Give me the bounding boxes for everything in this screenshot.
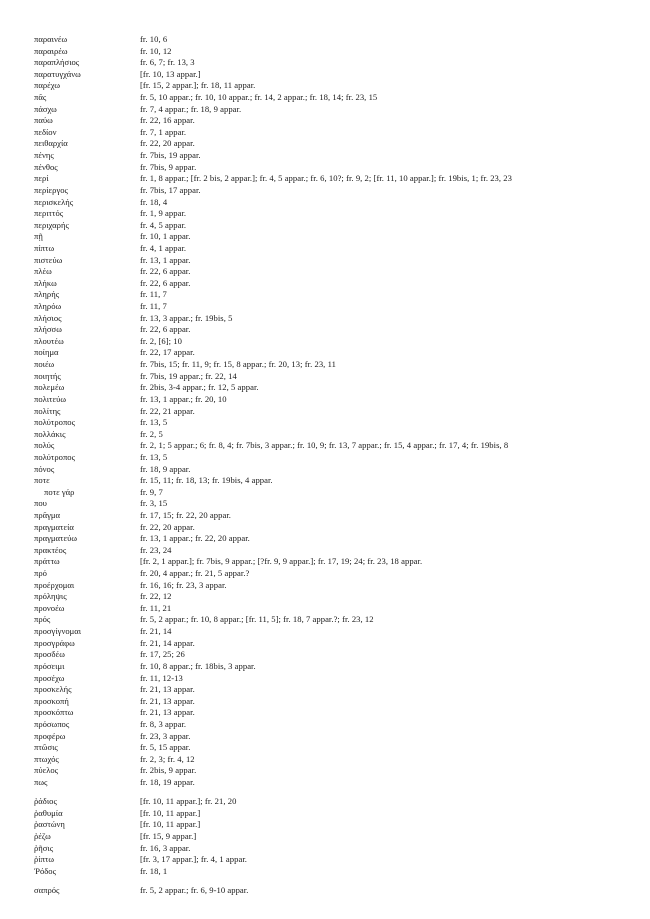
references: fr. 16, 3 appar. — [140, 842, 191, 853]
headword: παραπλήσιος — [34, 57, 80, 68]
references: fr. 22, 12 — [140, 591, 172, 602]
references: fr. 10, 8 appar.; fr. 18bis, 3 appar. — [140, 660, 256, 671]
index-entry — [34, 591, 634, 603]
references: fr. 15, 11; fr. 18, 13; fr. 19bis, 4 appar. — [140, 475, 273, 486]
references: fr. 18, 4 — [140, 196, 168, 207]
index-entry — [34, 336, 634, 348]
index-entry — [34, 819, 634, 831]
index-entry — [34, 231, 634, 243]
index-entry — [34, 92, 634, 104]
headword: πρόσωπος — [34, 718, 70, 729]
headword: παύω — [34, 115, 53, 126]
index-entry — [34, 127, 634, 139]
references: fr. 21, 13 appar. — [140, 695, 195, 706]
index-entry — [34, 324, 634, 336]
index-entry — [34, 220, 634, 232]
headword: πλήσιος — [34, 312, 62, 323]
index-entry — [34, 464, 634, 476]
index-entry — [34, 452, 634, 464]
references: fr. 2bis, 3-4 appar.; fr. 12, 5 appar. — [140, 382, 259, 393]
index-entry — [34, 731, 634, 743]
headword: πρόληψις — [34, 591, 67, 602]
references: fr. 17, 25; 26 — [140, 649, 185, 660]
headword: παρατυγχάνω — [34, 68, 81, 79]
index-entry — [34, 475, 634, 487]
references: fr. 7, 4 appar.; fr. 18, 9 appar. — [140, 103, 242, 114]
references: fr. 4, 1 appar. — [140, 242, 187, 253]
headword: πένθος — [34, 161, 58, 172]
references: fr. 5, 2 appar.; fr. 6, 9-10 appar. — [140, 885, 249, 896]
references: fr. 7bis, 19 appar.; fr. 22, 14 — [140, 370, 237, 381]
references: fr. 10, 6 — [140, 34, 168, 44]
index-entry — [34, 696, 634, 708]
references: fr. 2, 5 — [140, 428, 163, 439]
references: [fr. 15, 9 appar.] — [140, 831, 197, 842]
references: fr. 23, 3 appar. — [140, 730, 191, 741]
index-entry — [34, 243, 634, 255]
headword: πληρής — [34, 289, 60, 300]
references: [fr. 10, 11 appar.]; fr. 21, 20 — [140, 796, 237, 807]
references: fr. 22, 16 appar. — [140, 115, 195, 126]
references: fr. 18, 19 appar. — [140, 777, 195, 787]
references: fr. 16, 16; fr. 23, 3 appar. — [140, 579, 227, 590]
index-entry — [34, 138, 634, 150]
headword: πολύτροπος — [34, 451, 75, 462]
references: fr. 5, 2 appar.; fr. 10, 8 appar.; [fr. 11, 5]; fr. 18, 7 appar.?; fr. 23, 12 — [140, 614, 374, 625]
index-entry — [34, 626, 634, 638]
headword: πολύτροπος — [34, 417, 75, 428]
index-entry — [34, 278, 634, 290]
references: fr. 21, 13 appar. — [140, 684, 195, 695]
references: fr. 2, 3; fr. 4, 12 — [140, 753, 195, 764]
references: fr. 7bis, 17 appar. — [140, 184, 201, 195]
references: fr. 13, 1 appar.; fr. 22, 20 appar. — [140, 533, 250, 544]
headword: πάσχω — [34, 103, 57, 114]
headword: πολίτης — [34, 405, 61, 416]
index-entry — [34, 777, 634, 789]
headword: ῥέζω — [34, 831, 51, 842]
index-entry — [34, 162, 634, 174]
headword: ποτε — [34, 475, 50, 486]
headword: πλουτέω — [34, 335, 64, 346]
index-entry — [34, 638, 634, 650]
index-entry — [34, 313, 634, 325]
index-entry — [34, 510, 634, 522]
references: fr. 13, 3 appar.; fr. 19bis, 5 — [140, 312, 233, 323]
headword: που — [34, 498, 47, 509]
index-entry — [34, 765, 634, 777]
references: fr. 18, 1 — [140, 865, 168, 876]
headword: ποιητής — [34, 370, 61, 381]
index-entry — [34, 614, 634, 626]
headword: ῥῆσις — [34, 842, 54, 853]
headword: πρᾶγμα — [34, 509, 61, 520]
index-entry — [34, 150, 634, 162]
headword: προσγράφω — [34, 637, 75, 648]
index-entry — [34, 843, 634, 855]
references: fr. 2, [6]; 10 — [140, 335, 182, 346]
index-entry — [34, 684, 634, 696]
references: fr. 22, 20 appar. — [140, 521, 195, 532]
index-entry — [34, 568, 634, 580]
index-entry — [34, 394, 634, 406]
index-entry — [34, 173, 634, 185]
index-entry — [34, 185, 634, 197]
headword: ῥαστώνη — [34, 819, 65, 830]
index-entry — [34, 80, 634, 92]
index-entry — [34, 301, 634, 313]
headword: πολεμέω — [34, 382, 65, 393]
headword: παραινέω — [34, 34, 68, 44]
index-entry — [34, 382, 634, 394]
index-entry — [34, 556, 634, 568]
index-entry — [34, 580, 634, 592]
headword: προσέχω — [34, 672, 65, 683]
references: fr. 22, 21 appar. — [140, 405, 195, 416]
headword: προνοέω — [34, 602, 65, 613]
index-entry — [34, 440, 634, 452]
headword: πολιτεύω — [34, 393, 66, 404]
references: fr. 4, 5 appar. — [140, 219, 187, 230]
index-entry — [34, 115, 634, 127]
index-entry — [34, 789, 634, 808]
references: fr. 10, 1 appar. — [140, 231, 191, 242]
headword: ῥάδιος — [34, 796, 57, 807]
references: fr. 22, 6 appar. — [140, 266, 191, 277]
headword: πραγματεία — [34, 521, 74, 532]
references: fr. 18, 9 appar. — [140, 463, 191, 474]
index-entry — [34, 533, 634, 545]
references: fr. 21, 13 appar. — [140, 707, 195, 718]
index-entry — [34, 603, 634, 615]
headword: πόνος — [34, 463, 55, 474]
references: fr. 2bis, 9 appar. — [140, 765, 197, 776]
headword: πρό — [34, 568, 47, 579]
references: fr. 13, 1 appar. — [140, 254, 191, 265]
references: fr. 11, 7 — [140, 301, 167, 312]
headword: πραγματεύω — [34, 533, 78, 544]
index-entry — [34, 661, 634, 673]
headword: πᾶς — [34, 92, 47, 103]
index-entry — [34, 208, 634, 220]
index-entry — [34, 866, 634, 878]
headword: πολύς — [34, 440, 55, 451]
references: [fr. 10, 13 appar.] — [140, 68, 201, 79]
headword: πένης — [34, 150, 54, 161]
headword: πρακτέος — [34, 544, 67, 555]
headword: προσγίγνομαι — [34, 626, 82, 637]
headword: πτῶσις — [34, 742, 58, 753]
index-entry — [34, 673, 634, 685]
references: fr. 13, 1 appar.; fr. 20, 10 — [140, 393, 227, 404]
headword: πρός — [34, 614, 51, 625]
references: fr. 20, 4 appar.; fr. 21, 5 appar.? — [140, 568, 250, 579]
references: fr. 1, 9 appar. — [140, 208, 187, 219]
headword: πλήκω — [34, 277, 57, 288]
references: fr. 6, 7; fr. 13, 3 — [140, 57, 195, 68]
headword: παρέχω — [34, 80, 61, 91]
index-entry — [34, 831, 634, 843]
headword: πρόσειμι — [34, 660, 65, 671]
index-entry — [34, 347, 634, 359]
headword: ποίημα — [34, 347, 59, 358]
headword: πολλάκις — [34, 428, 66, 439]
index-entry — [34, 487, 634, 499]
headword: πλέω — [34, 266, 52, 277]
headword: περί — [34, 173, 49, 184]
index-entry — [34, 417, 634, 429]
references: fr. 21, 14 — [140, 626, 172, 637]
headword: σαπρός — [34, 885, 60, 896]
index-entry — [34, 255, 634, 267]
headword: ῥαθυμία — [34, 807, 63, 818]
index-entry — [34, 877, 634, 896]
headword: περισκελής — [34, 196, 74, 207]
references: fr. 21, 14 appar. — [140, 637, 195, 648]
index-entry — [34, 371, 634, 383]
references: fr. 7bis, 19 appar. — [140, 150, 201, 161]
headword: πτωχός — [34, 753, 59, 764]
headword: πύελος — [34, 765, 59, 776]
headword: ποιέω — [34, 359, 55, 370]
references: [fr. 10, 11 appar.] — [140, 807, 201, 818]
headword: πίπτω — [34, 242, 55, 253]
references: [fr. 15, 2 appar.]; fr. 18, 11 appar. — [140, 80, 256, 91]
references: fr. 5, 10 appar.; fr. 10, 10 appar.; fr. 14, 2 appar.; fr. 18, 14; fr. 23, 15 — [140, 92, 378, 103]
references: fr. 11, 12-13 — [140, 672, 183, 683]
index-entry — [34, 406, 634, 418]
references: fr. 10, 12 — [140, 45, 172, 56]
headword: πως — [34, 777, 48, 787]
index-entry — [34, 429, 634, 441]
headword: ῥίπτω — [34, 854, 55, 865]
headword: παραιρέω — [34, 45, 68, 56]
index-entry — [34, 197, 634, 209]
headword: πειθαρχία — [34, 138, 68, 149]
index-entry — [34, 266, 634, 278]
references: fr. 7bis, 9 appar. — [140, 161, 197, 172]
references: fr. 22, 6 appar. — [140, 277, 191, 288]
references: fr. 13, 5 — [140, 451, 168, 462]
index-entry — [34, 808, 634, 820]
headword: προφέρω — [34, 730, 66, 741]
index-entry — [34, 754, 634, 766]
index-list — [34, 34, 634, 897]
headword: ποτε γάρ — [44, 486, 75, 497]
references: [fr. 3, 17 appar.]; fr. 4, 1 appar. — [140, 854, 247, 865]
index-entry — [34, 649, 634, 661]
references: fr. 11, 7 — [140, 289, 167, 300]
references: fr. 9, 7 — [140, 486, 163, 497]
headword: πεδίον — [34, 126, 57, 137]
references: fr. 17, 15; fr. 22, 20 appar. — [140, 509, 231, 520]
references: fr. 23, 24 — [140, 544, 172, 555]
index-entry — [34, 104, 634, 116]
index-entry — [34, 545, 634, 557]
index-entry — [34, 498, 634, 510]
references: fr. 22, 17 appar. — [140, 347, 195, 358]
headword: προσκελής — [34, 684, 72, 695]
references: fr. 5, 15 appar. — [140, 742, 191, 753]
headword: Ῥόδος — [34, 865, 57, 876]
headword: πῇ — [34, 231, 43, 242]
headword: προσδέω — [34, 649, 65, 660]
references: fr. 22, 20 appar. — [140, 138, 195, 149]
headword: προσκόπτω — [34, 707, 74, 718]
headword: πληρόω — [34, 301, 62, 312]
index-entry — [34, 46, 634, 58]
index-entry — [34, 707, 634, 719]
index-entry — [34, 522, 634, 534]
references: fr. 7bis, 15; fr. 11, 9; fr. 15, 8 appar.; fr. 20, 13; fr. 23, 11 — [140, 359, 336, 370]
references: [fr. 10, 11 appar.] — [140, 819, 201, 830]
headword: περιττός — [34, 208, 64, 219]
references: fr. 13, 5 — [140, 417, 168, 428]
index-entry — [34, 854, 634, 866]
headword: πράττω — [34, 556, 60, 567]
headword: περιχαρής — [34, 219, 69, 230]
headword: περίεργος — [34, 184, 68, 195]
index-entry — [34, 289, 634, 301]
references: fr. 8, 3 appar. — [140, 718, 187, 729]
references: [fr. 2, 1 appar.]; fr. 7bis, 9 appar.; [?fr. 9, 9 appar.]; fr. 17, 19; 24; fr. 23, 18 appar. — [140, 556, 423, 567]
headword: πλήσσω — [34, 324, 62, 335]
references: fr. 1, 8 appar.; [fr. 2 bis, 2 appar.]; fr. 4, 5 appar.; fr. 6, 10?; fr. 9, 2; [fr. 11, 10 appar.]; fr. 19bis, 1; fr. 23, 23 — [140, 173, 512, 184]
index-entry — [34, 57, 634, 69]
headword: πιστεύω — [34, 254, 63, 265]
index-entry — [34, 34, 634, 46]
references: fr. 3, 15 — [140, 498, 168, 509]
index-entry — [34, 742, 634, 754]
references: fr. 2, 1; 5 appar.; 6; fr. 8, 4; fr. 7bis, 3 appar.; fr. 10, 9; fr. 13, 7 appar.; fr. 15, 4 appar.; fr. 17, 4; fr. 19bis, 8 — [140, 440, 509, 451]
index-entry — [34, 719, 634, 731]
headword: προέρχομαι — [34, 579, 75, 590]
index-entry — [34, 359, 634, 371]
references: fr. 11, 21 — [140, 602, 172, 613]
references: fr. 22, 6 appar. — [140, 324, 191, 335]
index-entry — [34, 69, 634, 81]
references: fr. 7, 1 appar. — [140, 126, 187, 137]
headword: προσκοπή — [34, 695, 69, 706]
